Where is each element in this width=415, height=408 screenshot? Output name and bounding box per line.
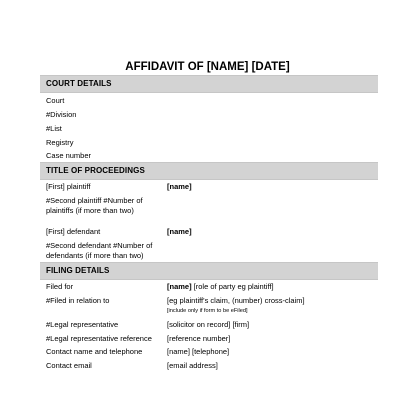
document-title: AFFIDAVIT OF [NAME] [DATE] (125, 61, 290, 73)
filed-in-relation-label: #Filed in relation to (46, 296, 110, 305)
legal-representative-value: [solicitor on record] [firm] (167, 320, 250, 329)
filed-for-label: Filed for (46, 282, 74, 291)
legal-representative-label: #Legal representative (46, 320, 119, 329)
second-plaintiff-label-line1: #Second plaintiff #Number of (46, 196, 143, 205)
division-label: #Division (46, 110, 77, 119)
case-number-label: Case number (46, 151, 92, 160)
second-defendant-label-line1: #Second defendant #Number of (46, 241, 153, 250)
filed-for-value (167, 282, 274, 292)
contact-name-value: [name] [telephone] (167, 347, 230, 356)
legal-representative-reference-label: #Legal representative reference (46, 334, 152, 343)
registry-label: Registry (46, 138, 74, 147)
legal-representative-reference-value: [reference number] (167, 334, 231, 343)
section-heading: COURT DETAILS (46, 79, 112, 88)
first-plaintiff-value: [name] (167, 182, 192, 191)
filed-for-name: [name] (167, 282, 192, 291)
second-plaintiff-label-line2: plaintiffs (if more than two) (46, 206, 134, 215)
efiled-note: [include only if form to be eFiled] (167, 308, 248, 314)
list-label: #List (46, 124, 62, 133)
filed-for-role: [role of party eg plaintiff] (191, 282, 274, 291)
first-defendant-value: [name] (167, 227, 192, 236)
first-defendant-label: [First] defendant (46, 227, 101, 236)
contact-email-value: [email address] (167, 361, 218, 370)
first-plaintiff-label: [First] plaintiff (46, 182, 91, 191)
section-header-court-details (40, 75, 378, 93)
contact-email-label: Contact email (46, 361, 92, 370)
section-header-filing-details (40, 262, 378, 280)
section-header-title-of-proceedings (40, 162, 378, 180)
court-label: Court (46, 96, 65, 105)
second-defendant-label-line2: defendants (if more than two) (46, 251, 144, 260)
section-heading: FILING DETAILS (46, 266, 110, 275)
section-heading: TITLE OF PROCEEDINGS (46, 166, 145, 175)
contact-name-label: Contact name and telephone (46, 347, 143, 356)
filed-in-relation-value: [eg plaintiff's claim, (number) cross-claim] (167, 296, 305, 305)
